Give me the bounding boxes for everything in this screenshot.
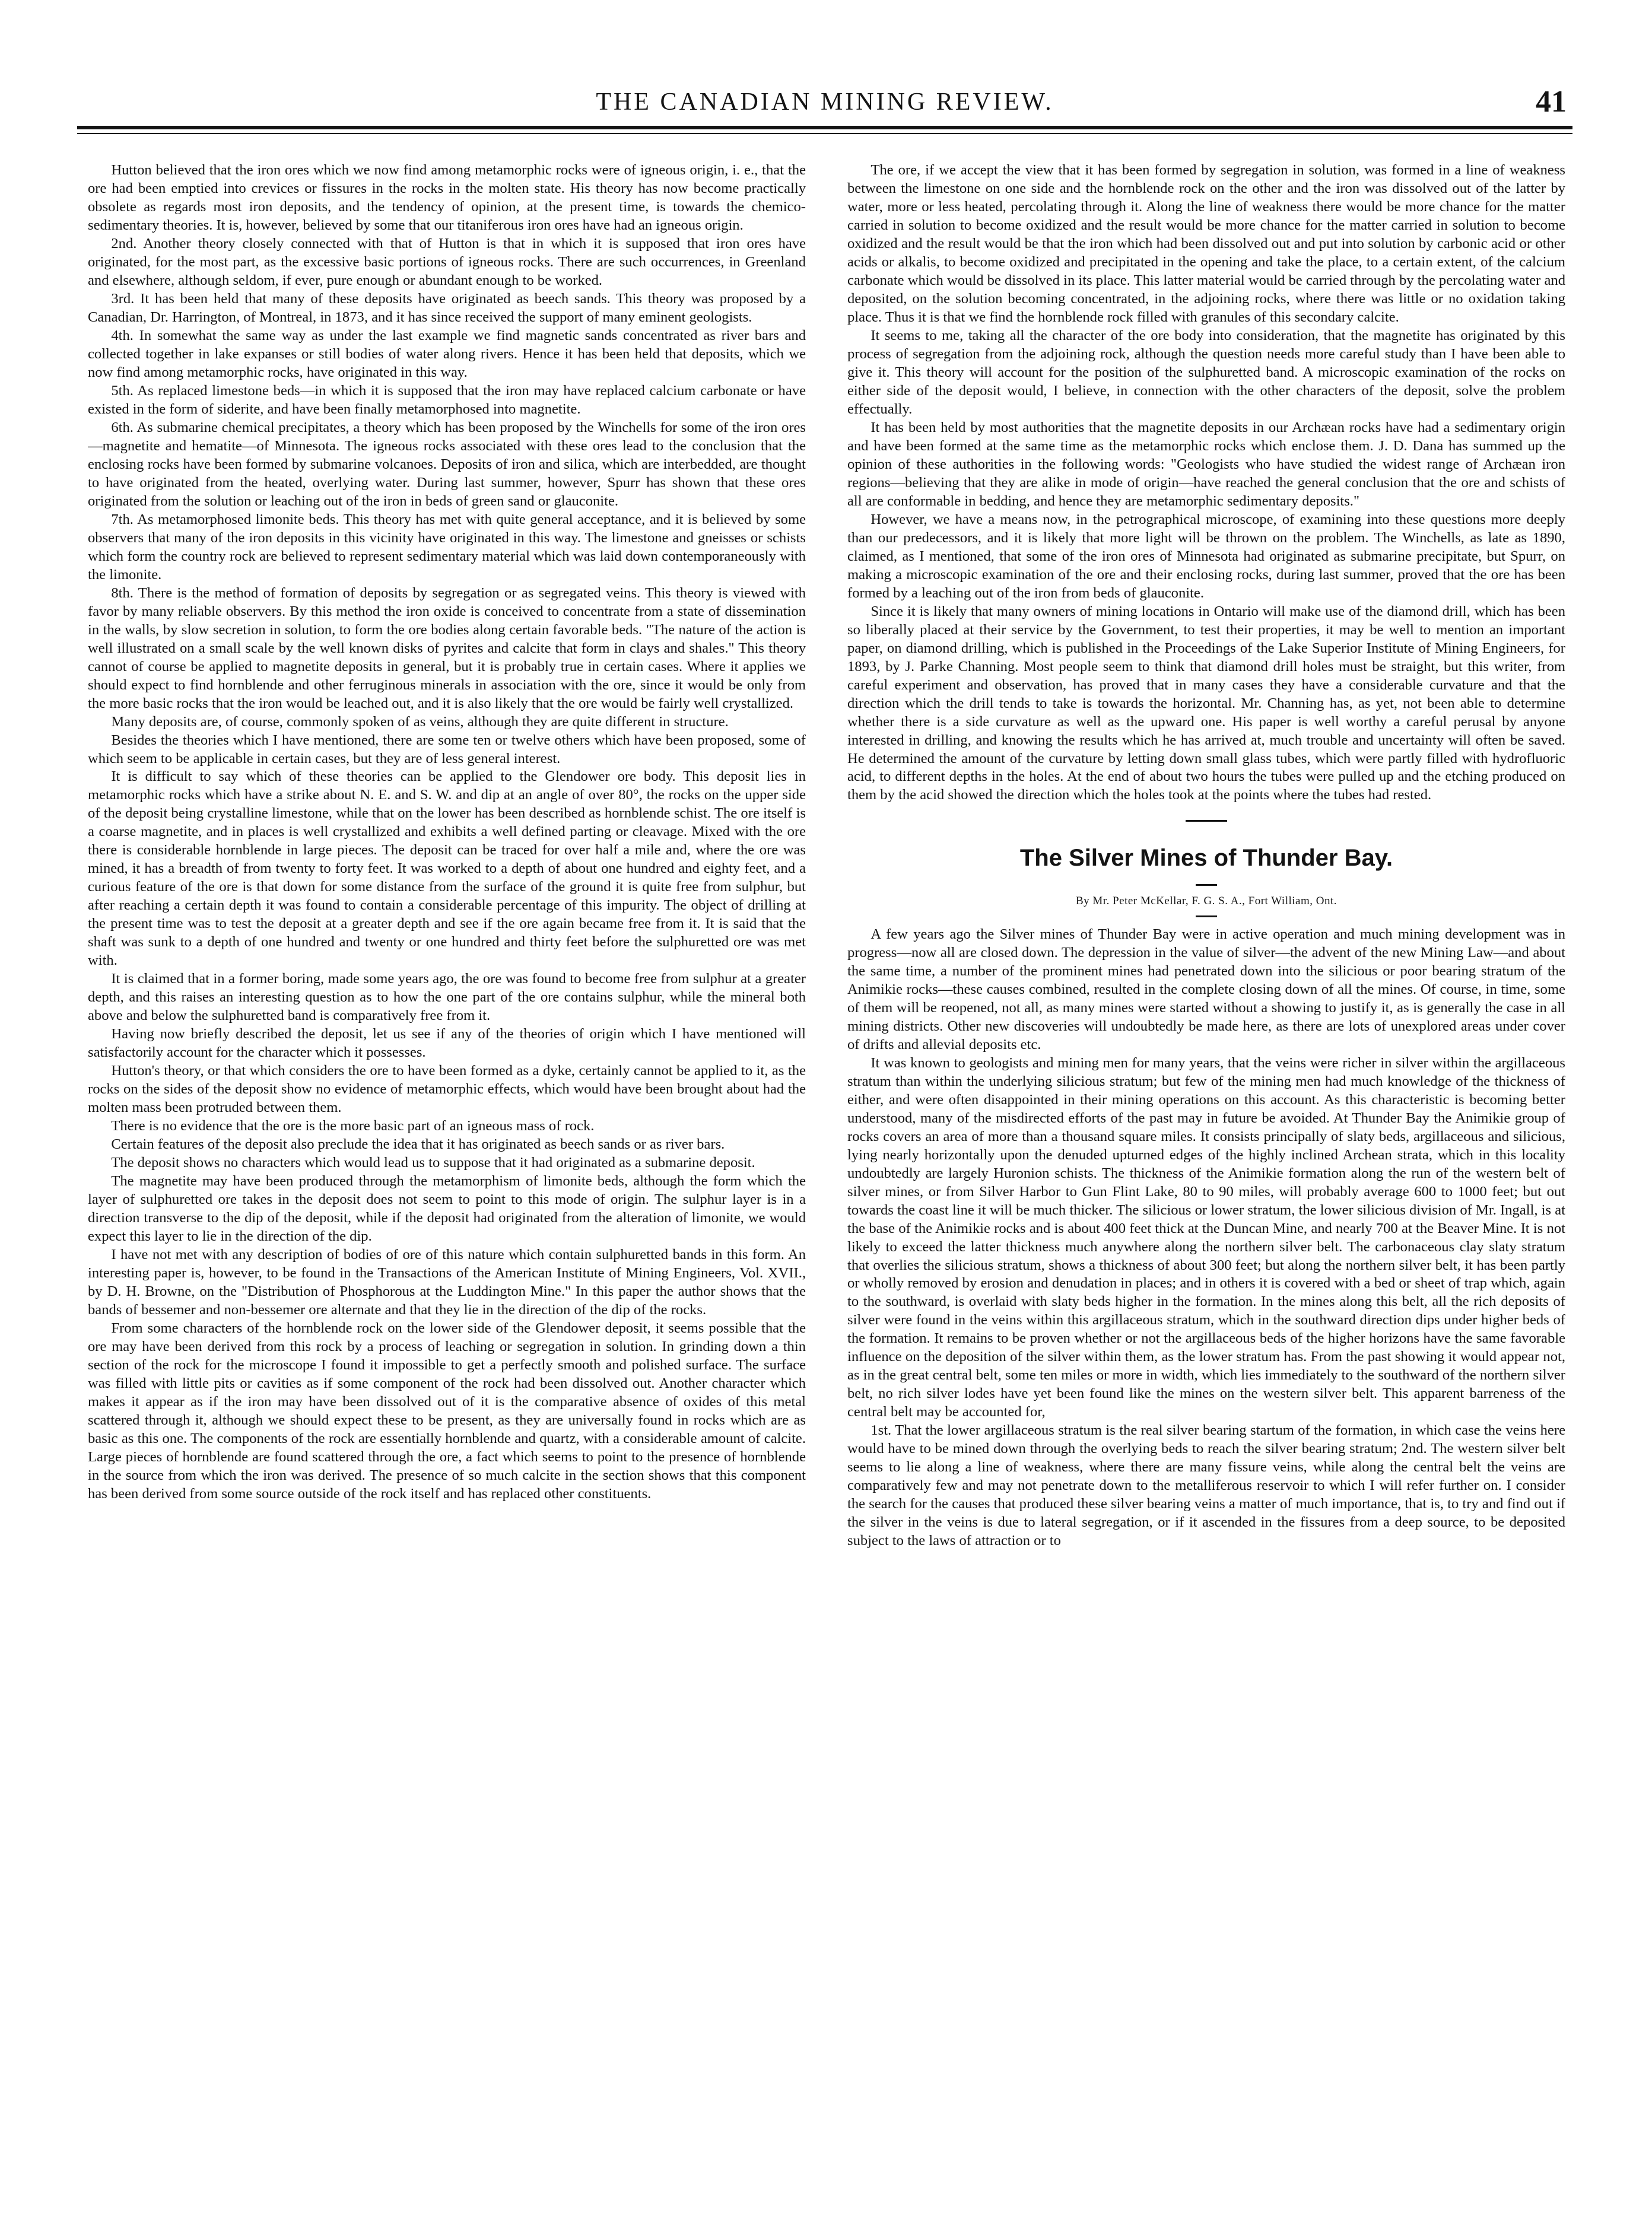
- paragraph: Hutton believed that the iron ores which we now find among metamorphic rocks were of igneous origin, i. e., that the ore had been emptied into crevices or fissures in the rocks in the molten state. His theory has now become practically obsolete as regards most iron deposits, and the tendency of opinion, at the present time, is towards the chemico-sedimentary theories. It is, however, believed by some that our titaniferous iron ores have had an igneous origin.: [88, 162, 806, 233]
- paragraph: It has been held by most authorities that the magnetite deposits in our Archæan rocks have had a sedimentary origin and have been formed at the same time as the metamorphic rocks which enclose them. J. D. Dana has summed up the opinion of these authorities in the following words: "Geologists who have studied the widest range of Archæan iron regions—believing that they are alike in mode of origin—have reached the general conclusion that the ore and schists of all are conformable in bedding, and hence they are metamorphic sedimentary deposits.": [847, 419, 1565, 509]
- paragraph: Many deposits are, of course, commonly spoken of as veins, although they are quite different in structure.: [111, 713, 729, 730]
- paragraph: It is claimed that in a former boring, made some years ago, the ore was found to become free from sulphur at a greater depth, and this raises an interesting question as to how the one part of the ore contains sulphur, while the mineral both above and below the sulphuretted band is comparatively free from it.: [88, 971, 806, 1024]
- paragraph: It was known to geologists and mining men for many years, that the veins were richer in silver within the argillaceous stratum than within the underlying silicious stratum; but few of the mining men had much knowledge of the thickness of either, and were often disappointed in their mining operations on this account. As this characteristic is becoming better understood, many of the misdirected efforts of the past may in future be avoided. At Thunder Bay the Animikie group of rocks covers an area of more than a thousand square miles. It consists principally of slaty beds, argillaceous and silicious, lying nearly horizontally upon the denuded upturned edges of the highly inclined Archean strata, which in this locality undoubtedly are largely Huronion schists. The thickness of the Animikie formation along the run of the western belt of silver mines, or from Silver Harbor to Gun Flint Lake, 80 to 90 miles, will probably average 600 to 1000 feet; but out towards the coast line it will be much thicker. The silicious or lower stratum, the lower silicious division of Mr. Ingall, is at the base of the Animikie rocks and is about 400 feet thick at the Duncan Mine, and nearly 700 at the Beaver Mine. It is not likely to exceed the latter thickness much anywhere along the northern silver belt. The carbonaceous clay slaty stratum that overlies the silicious stratum, shows a thickness of about 300 feet; but along the northern silver belt, it has been partly or wholly removed by erosion and denudation in places; and in others it is covered with a bed or sheet of trap which, again to the southward, is overlaid with slaty beds higher in the formation. In the mines along this belt, all the rich deposits of silver were found in the veins within this argillaceous stratum, which in the southward direction dips under higher beds of the formation. It remains to be proven whether or not the argillaceous beds of the higher horizons have the same favorable influence on the deposition of the silver within them, as the lower stratum has. From the past showing it would appear not, as in the great central belt, some ten miles or more in width, which lies immediately to the southward of the northern silver belt, no rich silver lodes have yet been found like the mines on the western silver belt. This apparent barreness of the central belt may be accounted for,: [847, 1054, 1565, 1420]
- paragraph: 5th. As replaced limestone beds—in which it is supposed that the iron may have replaced calcium carbonate or have existed in the form of siderite, and have been finally metamorphosed into magnetite.: [88, 382, 806, 417]
- paragraph: 4th. In somewhat the same way as under the last example we find magnetic sands concentrated as river bars and collected together in lake expanses or still bodies of water along rivers. Hence it has been held that deposits, which we now find among metamorphic rocks, have originated in this way.: [88, 327, 806, 380]
- paragraph: From some characters of the hornblende rock on the lower side of the Glendower deposit, it seems possible that the ore may have been derived from this rock by a process of leaching or segregation in solution. In grinding down a thin section of the rock for the microscope I found it impossible to get a perfectly smooth and polished surface. The surface was filled with little pits or cavities as if some component of the rock had been dissolved out. Another character which makes it appear as if the iron may have been dissolved out of it is the comparative absence of oxides of this metal scattered through it, although we should expect these to be present, as they are universally found in rocks which are as basic as this one. The components of the rock are essentially hornblende and quartz, with a considerable amount of calcite. Large pieces of hornblende are found scattered through the ore, a fact which seems to point to the presence of hornblende in the source from which the iron was derived. The presence of so much calcite in the section shows that this component has been derived from some source outside of the rock itself and has replaced other constituents.: [88, 1320, 806, 1502]
- paragraph: 1st. That the lower argillaceous stratum is the real silver bearing startum of the formation, in which case the veins here would have to be mined down through the overlying beds to reach the silver bearing stratum; 2nd. The western silver belt seems to lie along a line of weakness, where there are many fissure veins, while along the central belt the veins are comparatively few and may not penetrate down to the metalliferous reservoir to which I will refer further on. I consider the search for the causes that produced these silver bearing veins a matter of much importance, that is, to try and find out if the silver in the veins is due to lateral segregation, or if it ascended in the fissures from a deep source, to be deposited subject to the laws of attraction or to: [847, 1422, 1565, 1549]
- paragraph: The deposit shows no characters which would lead us to suppose that it had originated as a submarine deposit.: [111, 1155, 755, 1171]
- left-column: [88, 161, 806, 2214]
- page-number: 41: [1536, 85, 1567, 119]
- paragraph: It seems to me, taking all the character of the ore body into consideration, that the magnetite has originated by this process of segregation from the adjoining rock, although the question needs more careful study than I have been able to give it. This theory will account for the position of the sulphuretted band. A microscopic examination of the rocks on either side of the deposit would, I believe, in connection with the other characters of the deposit, solve the problem effectually.: [847, 327, 1565, 417]
- paragraph: However, we have a means now, in the petrographical microscope, of examining into these questions more deeply than our predecessors, and it is likely that more light will be thrown on the problem. The Winchells, as late as 1890, claimed, as I mentioned, that some of the iron ores of Minnesota had originated as submarine precipitate, but Spurr, on making a microscopic examination of the ore and their enclosing rocks, during last summer, proved that the ore has been formed by a leaching out of the iron from beds of glauconite.: [847, 511, 1565, 601]
- paragraph: There is no evidence that the ore is the more basic part of an igneous mass of rock.: [111, 1118, 595, 1134]
- running-title: THE CANADIAN MINING REVIEW.: [596, 88, 1054, 116]
- right-column: [847, 161, 1565, 2214]
- article-byline: By Mr. Peter McKellar, F. G. S. A., Fort William, Ont.: [1075, 894, 1337, 907]
- article-title: The Silver Mines of Thunder Bay.: [1019, 845, 1393, 872]
- paragraph: 6th. As submarine chemical precipitates, a theory which has been proposed by the Winchells for some of the iron ores—magnetite and hematite—of Minnesota. The igneous rocks associated with these ores lead to the conclusion that the enclosing rocks have been formed by submarine volcanoes. Deposits of iron and silica, which are interbedded, are thought to have originated from the heated, overlying water. During last summer, however, Spurr has shown that these ores originated from the solution or leaching out of the iron in beds of green sand or glauconite.: [88, 419, 806, 509]
- paragraph: 7th. As metamorphosed limonite beds. This theory has met with quite general acceptance, and it is believed by some observers that many of the iron deposits in this vicinity have originated in this way. The limestone and gneisses or schists which form the country rock are believed to represent sedimentary material which was laid down contemporaneously with the limonite.: [88, 511, 806, 583]
- page-header: [77, 85, 1572, 123]
- header-rule-thin: [77, 133, 1572, 134]
- header-rule: [77, 126, 1572, 129]
- section-divider: [1186, 820, 1227, 822]
- paragraph: I have not met with any description of bodies of ore of this nature which contain sulphuretted bands in this form. An interesting paper is, however, to be found in the Transactions of the American Institute of Mining Engineers, Vol. XVII., by D. H. Browne, on the "Distribution of Phosphorous at the Luddington Mine." In this paper the author shows that the bands of bessemer and non-bessemer ore alternate and that they lie in the direction of the dip of the rocks.: [88, 1247, 806, 1318]
- paragraph: The magnetite may have been produced through the metamorphism of limonite beds, although the form which the layer of sulphuretted ore takes in the deposit does not seem to point to this mode of origin. The sulphur layer is in a direction transverse to the dip of the deposit, while if the deposit had originated from the alteration of limonite, we would expect this layer to lie in the direction of the dip.: [88, 1173, 806, 1245]
- paragraph: Certain features of the deposit also preclude the idea that it has originated as beech sands or as river bars.: [111, 1136, 725, 1153]
- paragraph: It is difficult to say which of these theories can be applied to the Glendower ore body. This deposit lies in metamorphic rocks which have a strike about N. E. and S. W. and dip at an angle of over 80°, the rocks on the upper side of the deposit being crystalline limestone, while that on the lower has been described as hornblende schist. The ore itself is a coarse magnetite, and in places is well crystallized and exhibits a well defined parting or cleavage. Mixed with the ore there is considerable hornblende in large pieces. The deposit can be traced for over half a mile and, where the ore was mined, it has a breadth of from twenty to forty feet. It was worked to a depth of about one hundred and eighty feet, and a curious feature of the ore is that down for some distance from the surface of the ground it is quite free from sulphur, but after reaching a certain depth it was found to contain a considerable percentage of this impurity. The object of drilling at the present time was to test the deposit at a greater depth and see if the ore again became free from it. It is said that the shaft was sunk to a depth of one hundred and twenty or one hundred and thirty feet before the sulphuretted ore was met with.: [88, 768, 806, 969]
- paragraph: Hutton's theory, or that which considers the ore to have been formed as a dyke, certainly cannot be applied to it, as the rocks on the sides of the deposit show no evidence of metamorphic effects, which would have been brought about had the molten mass been protruded between them.: [88, 1063, 806, 1116]
- paragraph: 8th. There is the method of formation of deposits by segregation or as segregated veins. This theory is viewed with favor by many reliable observers. By this method the iron oxide is conceived to concentrate from a state of dissemination in the walls, by slow secretion in solution, to form the ore bodies along certain favorable beds. "The nature of the action is well illustrated on a small scale by the well known disks of pyrites and calcite that form in clays and shales." This theory cannot of course be applied to magnetite deposits in general, but it is probably true in certain cases. Where it applies we should expect to find hornblende and other ferruginous minerals in association with the ore, since it would be only from the more basic rocks that the iron would be leached out, and it is also likely that the ore would be fairly well crystallized.: [88, 584, 806, 711]
- paragraph: Besides the theories which I have mentioned, there are some ten or twelve others which have been proposed, some of which seem to be applicable in certain cases, but they are of less general interest.: [88, 732, 806, 767]
- title-divider: [1196, 884, 1217, 886]
- byline-divider: [1196, 915, 1217, 917]
- paragraph: The ore, if we accept the view that it has been formed by segregation in solution, was formed in a line of weakness between the limestone on one side and the hornblende rock on the other and the iron was dissolved out of the latter by water, more or less heated, percolating through it. Along the line of weakness there would be more chance for the matter carried in solution to become oxidized and the result would be more chance for the matter carried in solution to become oxidized and the result would be that the iron which had been dissolved out and put into solution by carbonic acid or other acids or alkalis, to become oxidized and precipitated in the opening and take the place, to a certain extent, of the calcium carbonate which would be dissolved in its place. This latter material would be carried through by the percolating water and deposited, on the solution becoming concentrated, in the adjoining rocks, where there was little or no oxidation taking place. Thus it is that we find the hornblende rock filled with granules of this secondary calcite.: [847, 162, 1565, 325]
- paragraph: Since it is likely that many owners of mining locations in Ontario will make use of the diamond drill, which has been so liberally placed at their service by the Government, to test their properties, it may be well to mention an important paper, on diamond drilling, which is published in the Proceedings of the Lake Superior Institute of Mining Engineers, for 1893, by J. Parke Channing. Most people seem to think that diamond drill holes must be straight, but this writer, from careful experiment and observation, has proved that in many cases they have a considerable curvature and that the direction which the drill tends to take is towards the horizontal. Mr. Channing has, as yet, not been able to determine whether there is a side curvature as well as the upward one. His paper is well worthy a careful perusal by anyone interested in drilling, and knowing the results which he has arrived at, much trouble and uncertainty will often be saved. He determined the amount of the curvature by letting down small glass tubes, which were partly filled with hydrofluoric acid, to different depths in the holes. At the end of about two hours the tubes were pulled up and the etching produced on them by the acid showed the direction which the holes took at the points where the tubes had rested.: [847, 603, 1565, 803]
- paragraph: 2nd. Another theory closely connected with that of Hutton is that in which it is supposed that iron ores have originated, for the most part, as the excessive basic portions of igneous rocks. There are such occurrences, in Greenland and elsewhere, although seldom, if ever, pure enough or abundant enough to be worked.: [88, 235, 806, 288]
- paragraph: A few years ago the Silver mines of Thunder Bay were in active operation and much mining development was in progress—now all are closed down. The depression in the value of silver—the advent of the new Mining Law—and about the same time, a number of the prominent mines had penetrated down into the silicious or poor bearing stratum of the Animikie rocks—these causes combined, resulted in the complete closing down of all the mines. Of course, in time, some of them will be reopened, not all, as many mines were started without a showing to justify it, as is generally the case in all mining districts. Other new discoveries will undoubtedly be made here, as there are lots of unexplored areas under cover of drifts and allevial deposits etc.: [847, 926, 1565, 1053]
- paragraph: 3rd. It has been held that many of these deposits have originated as beech sands. This theory was proposed by a Canadian, Dr. Harrington, of Montreal, in 1873, and it has since received the support of many eminent geologists.: [88, 290, 806, 325]
- paragraph: Having now briefly described the deposit, let us see if any of the theories of origin which I have mentioned will satisfactorily account for the character which it possesses.: [88, 1026, 806, 1061]
